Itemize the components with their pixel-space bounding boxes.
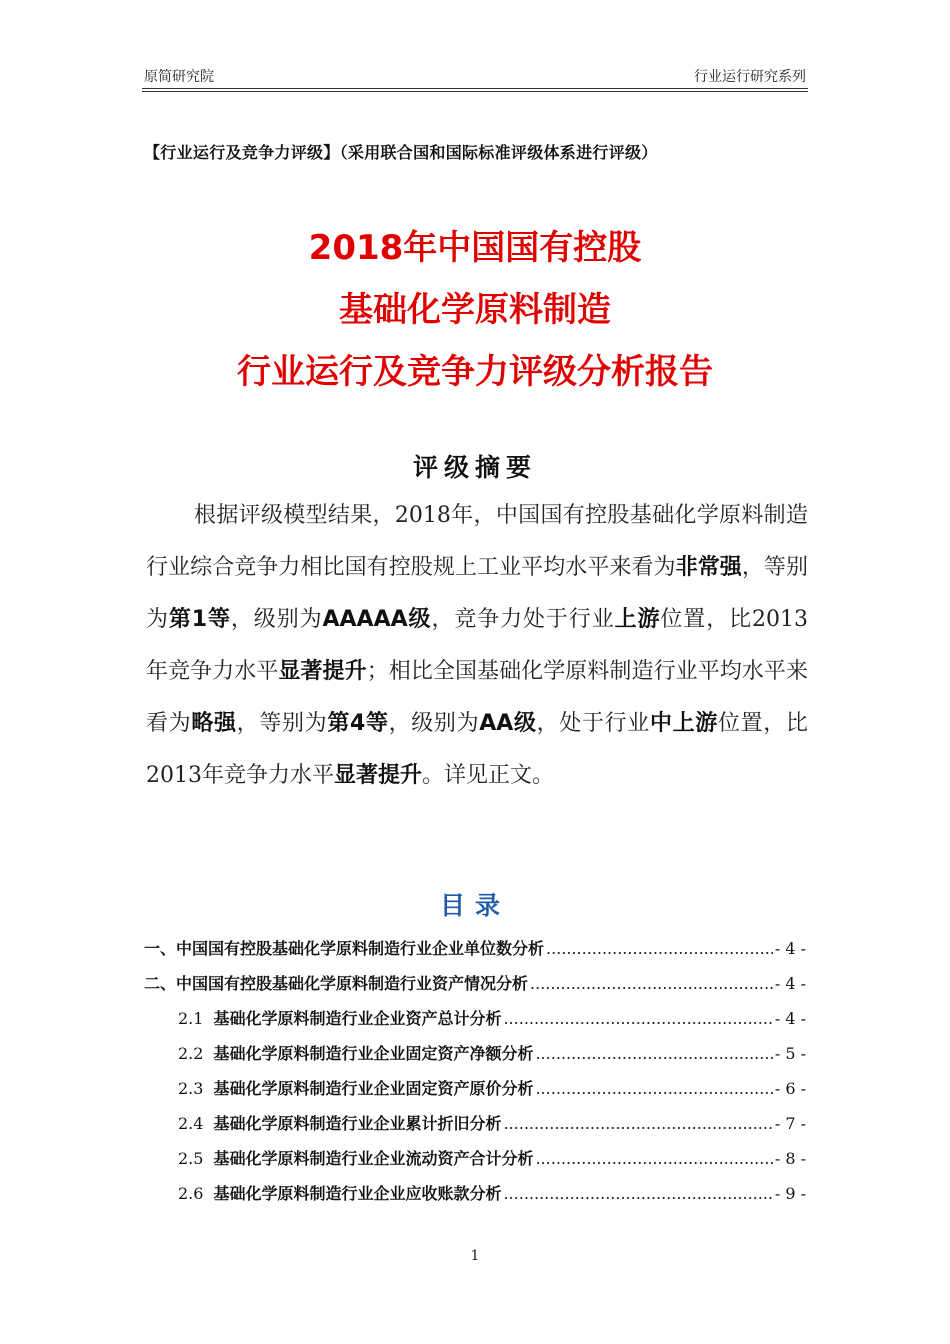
abstract-highlight: AA级 <box>479 711 537 736</box>
header-series: 行业运行研究系列 <box>694 69 806 85</box>
abstract-heading: 评级摘要 <box>412 453 537 482</box>
abstract-text: ；相比全国基础化学原料制造行业平均水平来看为 <box>146 659 808 736</box>
toc-leader-dots <box>503 1009 772 1028</box>
toc-entry-2-3[interactable] <box>144 1076 806 1111</box>
toc-leader-dots <box>503 1114 772 1133</box>
abstract-text: ，等别为 <box>236 711 328 736</box>
abstract-highlight: 第1等 <box>168 607 231 632</box>
toc-entry-text: 基础化学原料制造行业企业资产总计分析 <box>213 1009 502 1028</box>
toc-page-number: - 4 - <box>774 1009 806 1028</box>
toc-page-number: - 6 - <box>774 1079 806 1098</box>
toc-entry-number: 2.1 <box>178 1009 204 1028</box>
toc-leader-dots <box>535 1079 772 1098</box>
abstract-highlight: 略强 <box>191 711 237 736</box>
abstract-text: ，级别为 <box>388 711 480 736</box>
page-number: 1 <box>470 1248 480 1264</box>
abstract-text: 位置，比2013年竞争力水平 <box>146 711 808 788</box>
toc-page-number: - 8 - <box>774 1149 806 1168</box>
toc-leader-dots <box>503 1184 772 1203</box>
toc-entry-text: 二、中国国有控股基础化学原料制造行业资产情况分析 <box>144 974 529 993</box>
toc-entry-2-4[interactable] <box>144 1111 806 1146</box>
abstract-text: 位置，比2013年竞争力水平 <box>146 607 808 684</box>
toc-leader-dots <box>546 939 773 958</box>
toc-entry-number: 2.6 <box>178 1184 204 1203</box>
report-title-line-2: 基础化学原料制造 <box>339 290 611 330</box>
abstract-highlight: 显著提升 <box>278 659 367 684</box>
report-title-line-3: 行业运行及竞争力评级分析报告 <box>237 352 713 392</box>
toc-entry-text: 基础化学原料制造行业企业流动资产合计分析 <box>213 1149 534 1168</box>
toc-entry-text: 基础化学原料制造行业企业累计折旧分析 <box>213 1114 502 1133</box>
toc-title: 目录 <box>439 891 510 920</box>
toc-leader-dots <box>535 1149 772 1168</box>
abstract-highlight: 非常强 <box>675 555 742 580</box>
toc-entry-2[interactable] <box>144 971 806 1006</box>
header-divider <box>142 88 808 92</box>
abstract-text: ，竞争力处于行业 <box>431 607 615 632</box>
toc-entry-number: 2.3 <box>178 1079 204 1098</box>
abstract-text: ，级别为 <box>230 607 323 632</box>
toc-entry-text: 一、中国国有控股基础化学原料制造行业企业单位数分析 <box>144 939 545 958</box>
report-title-line-1: 2018年中国国有控股 <box>308 228 642 268</box>
abstract-text: ，处于行业 <box>536 711 650 736</box>
toc-leader-dots <box>530 974 773 993</box>
toc-entry-text: 基础化学原料制造行业企业固定资产净额分析 <box>213 1044 534 1063</box>
toc-entry-2-6[interactable] <box>144 1181 806 1216</box>
abstract-highlight: 第4等 <box>327 711 389 736</box>
rating-note: 【行业运行及竞争力评级】（采用联合国和国际标准评级体系进行评级） <box>144 143 658 162</box>
toc-entry-2-1[interactable] <box>144 1006 806 1041</box>
abstract-highlight: AAAAA级 <box>322 607 432 632</box>
abstract-highlight: 显著提升 <box>334 763 423 788</box>
toc-page-number: - 4 - <box>774 939 806 958</box>
header-institute: 原简研究院 <box>144 69 214 85</box>
abstract-highlight: 上游 <box>614 607 661 632</box>
abstract-text: 。详见正文。 <box>422 763 555 788</box>
toc-entry-number: 2.4 <box>178 1114 204 1133</box>
toc-entry-text: 基础化学原料制造行业企业应收账款分析 <box>213 1184 502 1203</box>
toc-leader-dots <box>535 1044 772 1063</box>
abstract-text: 根据评级模型结果，2018年，中国国有控股基础化学原料制造行业综合竞争力相比国有控股规上工业平均水平来看为 <box>146 503 808 580</box>
abstract-highlight: 中上游 <box>649 711 718 736</box>
toc-entry-number: 2.5 <box>178 1149 204 1168</box>
toc-page-number: - 7 - <box>774 1114 806 1133</box>
toc-entry-2-2[interactable] <box>144 1041 806 1076</box>
toc-entry-number: 2.2 <box>178 1044 204 1063</box>
toc-entry-2-5[interactable] <box>144 1146 806 1181</box>
abstract-text: ，等别为 <box>146 555 808 632</box>
table-of-contents <box>144 936 806 1216</box>
toc-page-number: - 9 - <box>774 1184 806 1203</box>
toc-entry-text: 基础化学原料制造行业企业固定资产原价分析 <box>213 1079 534 1098</box>
toc-entry-1[interactable] <box>144 936 806 971</box>
toc-page-number: - 4 - <box>774 974 806 993</box>
toc-page-number: - 5 - <box>774 1044 806 1063</box>
abstract-paragraph <box>146 490 808 802</box>
